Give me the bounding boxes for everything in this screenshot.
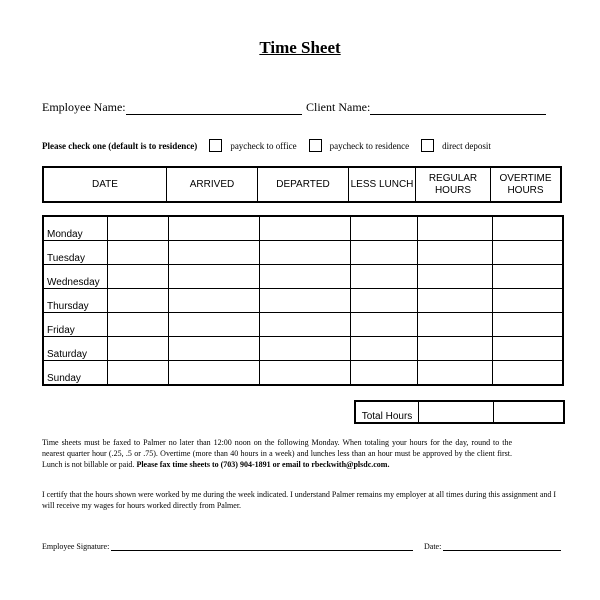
- time-cell[interactable]: [418, 361, 493, 386]
- header-table: [42, 166, 562, 203]
- time-cell[interactable]: [418, 289, 493, 313]
- option-office-label: paycheck to office: [230, 140, 297, 151]
- checkbox-office[interactable]: [209, 139, 222, 152]
- time-cell[interactable]: [493, 289, 564, 313]
- table-row: [43, 289, 563, 313]
- option-direct-deposit-label: direct deposit: [442, 140, 491, 151]
- fax-email-text: Please fax time sheets to (703) 904-1891 or email to rbeckwith@plsdc.com.: [136, 460, 390, 469]
- time-cell[interactable]: [169, 313, 260, 337]
- date-label: Date:: [424, 542, 442, 551]
- table-row: [43, 216, 563, 241]
- client-name-label: Client Name:: [306, 100, 371, 114]
- total-hours-label: Total Hours: [355, 401, 419, 423]
- page-title: Time Sheet: [259, 38, 341, 57]
- col-less-lunch: LESS LUNCH: [349, 167, 416, 202]
- time-cell[interactable]: [351, 265, 418, 289]
- time-cell[interactable]: [351, 241, 418, 265]
- table-row: [43, 241, 563, 265]
- option-residence-label: paycheck to residence: [329, 140, 410, 151]
- time-cell[interactable]: [108, 289, 169, 313]
- checkbox-residence[interactable]: [309, 139, 322, 152]
- employee-signature-field[interactable]: [42, 541, 413, 551]
- time-cell[interactable]: [169, 265, 260, 289]
- day-label: Tuesday: [43, 241, 108, 265]
- time-cell[interactable]: [351, 289, 418, 313]
- certification-text: I certify that the hours shown were worked by me during the week indicated. I understand Palmer remains my employer at all times during this assignment and I will receive my wages for hours worked directly from Palmer.: [42, 490, 557, 510]
- col-date: DATE: [43, 167, 167, 202]
- total-hours-table: [354, 400, 565, 424]
- table-row: [43, 337, 563, 361]
- time-cell[interactable]: [108, 337, 169, 361]
- employee-name-label: Employee Name:: [42, 100, 126, 114]
- table-row: [43, 361, 563, 386]
- time-cell[interactable]: [108, 216, 169, 241]
- time-cell[interactable]: [169, 337, 260, 361]
- time-cell[interactable]: [418, 337, 493, 361]
- total-overtime-cell[interactable]: [494, 401, 565, 423]
- check-prompt: Please check one (default is to residence): [42, 140, 198, 151]
- time-cell[interactable]: [493, 313, 564, 337]
- time-cell[interactable]: [418, 241, 493, 265]
- time-cell[interactable]: [351, 313, 418, 337]
- day-label: Thursday: [43, 289, 108, 313]
- day-label: Saturday: [43, 337, 108, 361]
- time-cell[interactable]: [418, 216, 493, 241]
- time-cell[interactable]: [108, 313, 169, 337]
- table-row: [43, 265, 563, 289]
- time-cell[interactable]: [169, 361, 260, 386]
- day-label: Monday: [43, 216, 108, 241]
- time-cell[interactable]: [260, 265, 351, 289]
- col-arrived: ARRIVED: [167, 167, 258, 202]
- time-cell[interactable]: [108, 265, 169, 289]
- table-row: [43, 313, 563, 337]
- time-cell[interactable]: [351, 216, 418, 241]
- day-label: Sunday: [43, 361, 108, 386]
- instructions-text: Time sheets must be faxed to Palmer no later than 12:00 noon on the following Monday. When totaling your hours for the day, round to the nearest quarter hour (.25, .5 or .75). Overtime (more than 40 hours in a week) and lunches less than an hour must be approved by the client first. Lunch is not billable or paid.: [42, 438, 512, 469]
- hours-table: [42, 215, 564, 386]
- col-departed: DEPARTED: [258, 167, 349, 202]
- instructions: [42, 437, 512, 470]
- col-regular-hours: REGULAR HOURS: [416, 167, 491, 202]
- time-cell[interactable]: [493, 361, 564, 386]
- time-cell[interactable]: [108, 241, 169, 265]
- time-cell[interactable]: [260, 216, 351, 241]
- time-cell[interactable]: [493, 241, 564, 265]
- col-overtime-hours: OVERTIME HOURS: [491, 167, 562, 202]
- time-cell[interactable]: [169, 216, 260, 241]
- time-cell[interactable]: [260, 361, 351, 386]
- time-cell[interactable]: [260, 289, 351, 313]
- day-label: Friday: [43, 313, 108, 337]
- payment-options: [42, 139, 491, 152]
- time-cell[interactable]: [260, 313, 351, 337]
- time-cell[interactable]: [169, 241, 260, 265]
- time-cell[interactable]: [493, 265, 564, 289]
- time-cell[interactable]: [169, 289, 260, 313]
- time-cell[interactable]: [493, 337, 564, 361]
- time-cell[interactable]: [260, 337, 351, 361]
- time-cell[interactable]: [493, 216, 564, 241]
- checkbox-direct-deposit[interactable]: [421, 139, 434, 152]
- time-cell[interactable]: [260, 241, 351, 265]
- day-label: Wednesday: [43, 265, 108, 289]
- date-field[interactable]: [424, 541, 561, 551]
- time-cell[interactable]: [351, 361, 418, 386]
- time-cell[interactable]: [351, 337, 418, 361]
- signature-label: Employee Signature:: [42, 542, 110, 551]
- time-cell[interactable]: [418, 313, 493, 337]
- time-cell[interactable]: [108, 361, 169, 386]
- total-regular-cell[interactable]: [419, 401, 494, 423]
- time-cell[interactable]: [418, 265, 493, 289]
- client-name-field[interactable]: [306, 100, 546, 115]
- employee-name-field[interactable]: [42, 100, 302, 115]
